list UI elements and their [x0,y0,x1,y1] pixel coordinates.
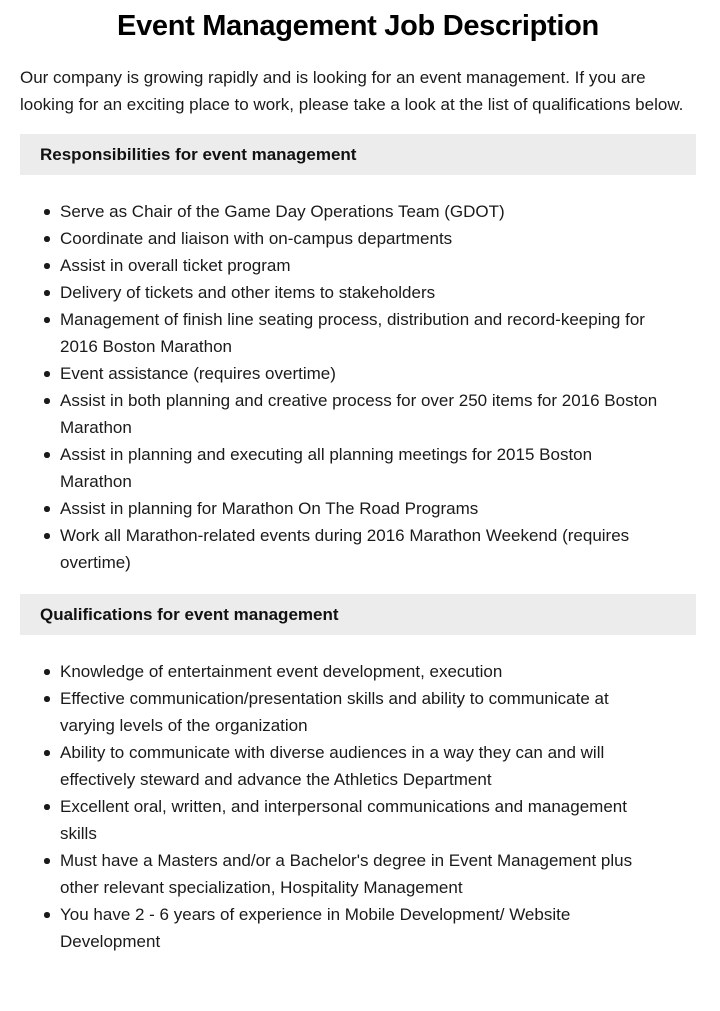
section-responsibilities [20,134,696,576]
page-title: Event Management Job Description [117,10,599,42]
list-item: Ability to communicate with diverse audiences in a way they can and will effectively steward and advance the Athletics Department [42,739,696,793]
responsibilities-list [20,198,696,576]
job-description-document [0,8,720,955]
list-item: Effective communication/presentation skills and ability to communicate at varying levels of the organization [42,685,696,739]
section-qualifications [20,594,696,955]
qualifications-section-heading: Qualifications for event management [20,594,696,635]
list-item: Delivery of tickets and other items to stakeholders [42,279,696,306]
intro-paragraph: Our company is growing rapidly and is looking for an event management. If you are looking for an exciting place to work, please take a look at the list of qualifications below. [20,68,684,114]
list-item: Assist in planning and executing all planning meetings for 2015 Boston Marathon [42,441,696,495]
list-item: Event assistance (requires overtime) [42,360,696,387]
list-item: Coordinate and liaison with on-campus departments [42,225,696,252]
list-item: Assist in overall ticket program [42,252,696,279]
list-item: Assist in planning for Marathon On The Road Programs [42,495,696,522]
list-item: Work all Marathon-related events during 2016 Marathon Weekend (requires overtime) [42,522,696,576]
qualifications-list [20,658,696,955]
list-item: Knowledge of entertainment event development, execution [42,658,696,685]
list-item: Management of finish line seating process, distribution and record-keeping for 2016 Boston Marathon [42,306,696,360]
list-item: Serve as Chair of the Game Day Operations Team (GDOT) [42,198,696,225]
list-item: Assist in both planning and creative process for over 250 items for 2016 Boston Marathon [42,387,696,441]
list-item: Must have a Masters and/or a Bachelor's degree in Event Management plus other relevant specialization, Hospitality Management [42,847,696,901]
responsibilities-section-heading: Responsibilities for event management [20,134,696,175]
list-item: Excellent oral, written, and interpersonal communications and management skills [42,793,696,847]
list-item: You have 2 - 6 years of experience in Mobile Development/ Website Development [42,901,696,955]
